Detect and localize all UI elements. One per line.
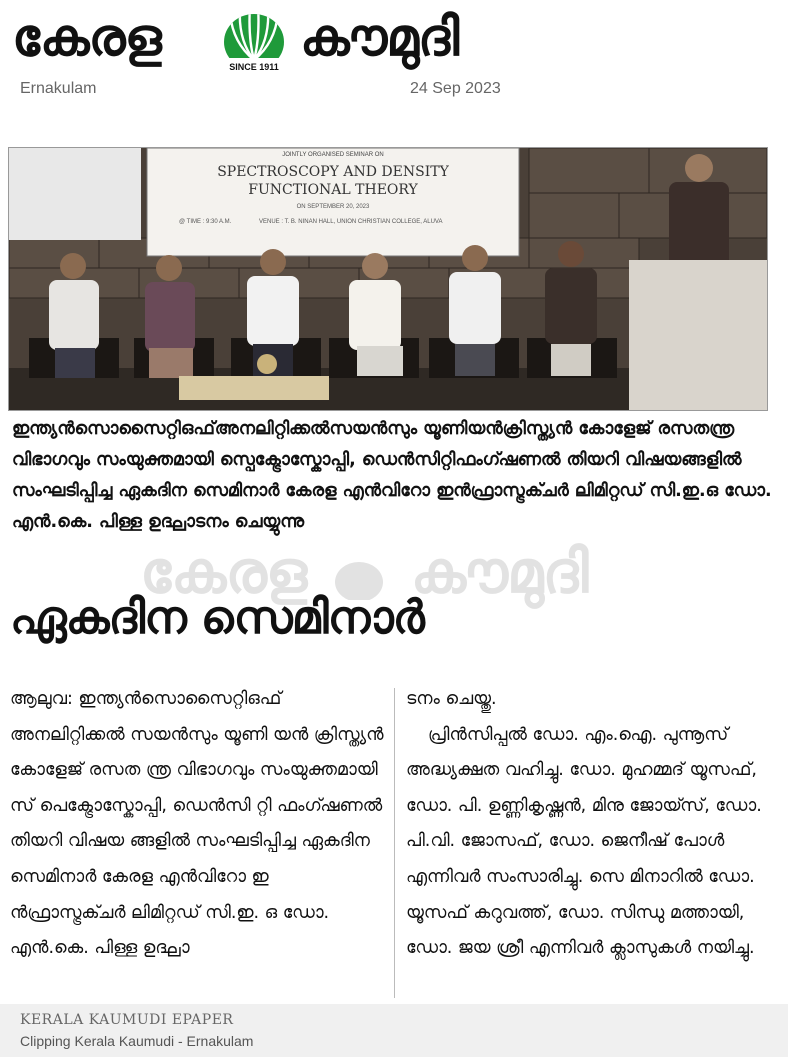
edition-label: Ernakulam bbox=[20, 80, 97, 97]
photo-caption bbox=[12, 414, 780, 538]
banner-date: ON SEPTEMBER 20, 2023 bbox=[296, 204, 370, 210]
photo-illustration bbox=[9, 148, 767, 410]
news-photo bbox=[8, 147, 768, 411]
banner-line2: FUNCTIONAL THEORY bbox=[248, 182, 418, 198]
article-paragraph: ടനം ചെയ്തു. bbox=[406, 689, 497, 709]
banner-venue: VENUE : T. B. NINAN HALL, UNION CHRISTIAN COLLEGE, ALUVA bbox=[259, 219, 443, 225]
banner-top-text: JOINTLY ORGANISED SEMINAR ON bbox=[282, 152, 384, 158]
banner-line1: SPECTROSCOPY AND DENSITY bbox=[217, 164, 449, 180]
article-column-left bbox=[10, 682, 386, 967]
watermark-right: കൗമുദി bbox=[410, 538, 588, 606]
column-divider bbox=[394, 688, 395, 998]
article-paragraph: ആലുവ: ഇന്ത്യൻസൊസൈറ്റിഒഫ് അനലിറ്റിക്കൽ സയൻസും യൂണി യൻ ക്രിസ്ത്യൻ കോളേജ് രസത ന്ത്ര വിഭാഗവും സംയുക്തമായി സ് പെക്ട്രോസ്കോപ്പി, ഡെൻസി റ്റി ഫംഗ്ഷണൽ തിയറി വിഷയ ങ്ങളിൽ സംഘടിപ്പിച്ച ഏകദിന സെമിനാർ കേരള എൻവിറോ ഇ ൻഫ്രാസ്ട്രക്ചർ ലിമിറ്റഡ് സി.ഇ. ഒ ഡോ. എൻ.കെ. പിള്ള ഉദ്ഘാ bbox=[10, 689, 384, 959]
article-paragraph: പ്രിൻസിപ്പൽ ഡോ. എം.ഐ. പുന്നൂസ് അദ്ധ്യക്ഷത വഹിച്ചു. ഡോ. മുഹമ്മദ് യൂസഫ്, ഡോ. പി. ഉണ്ണികൃഷ്ണൻ, മിനു ജോയ്സ്, ഡോ. പി.വി. ജോസഫ്, ഡോ. ജെനീഷ് പോൾ എന്നിവർ സംസാരിച്ചു. സെ മിനാറിൽ ഡോ. യൂസഫ് കറുവത്ത്, ഡോ. സിന്ധു മത്തായി, ഡോ. ജയ ശ്രീ എന്നിവർ ക്ലാസുകൾ നയിച്ചു. bbox=[406, 724, 762, 959]
since-label: SINCE 1911 bbox=[229, 62, 279, 72]
article-headline: ഏകദിന സെമിനാർ bbox=[10, 590, 424, 644]
masthead-name-part2: കൗമുദി bbox=[300, 8, 459, 68]
publish-date: 24 Sep 2023 bbox=[410, 80, 501, 97]
footer-clipping: Clipping Kerala Kaumudi - Ernakulam bbox=[20, 1033, 254, 1049]
footer-brand: KERALA KAUMUDI EPAPER bbox=[20, 1012, 234, 1028]
masthead bbox=[0, 0, 788, 110]
masthead-name-part1: കേരള bbox=[12, 8, 161, 68]
banner-time: @ TIME : 9:30 A.M. bbox=[179, 219, 232, 225]
article-column-right bbox=[406, 682, 782, 967]
photo-caption-text: ഇന്ത്യൻസൊസൈറ്റിഒഫ്അനലിറ്റിക്കൽസയൻസും യൂണിയൻക്രിസ്ത്യൻ കോളേജ് രസതന്ത്ര വിഭാഗവും സംയുക്തമായി സ്പെക്ട്രോസ്കോപ്പി, ഡെൻസിറ്റിഫംഗ്ഷണൽ തിയറി വിഷയങ്ങളിൽ സംഘടിപ്പിച്ച ഏകദിന സെമിനാർ കേരള എൻവിറോ ഇൻഫ്രാസ്ട്രക്ചർ ലിമിറ്റഡ് സി.ഇ.ഒ ഡോ. എൻ.കെ. പിള്ള ഉദ്ഘാടനം ചെയ്യുന്നു bbox=[12, 419, 772, 532]
footer bbox=[0, 1004, 788, 1057]
watermark-left: കേരള bbox=[140, 538, 307, 606]
